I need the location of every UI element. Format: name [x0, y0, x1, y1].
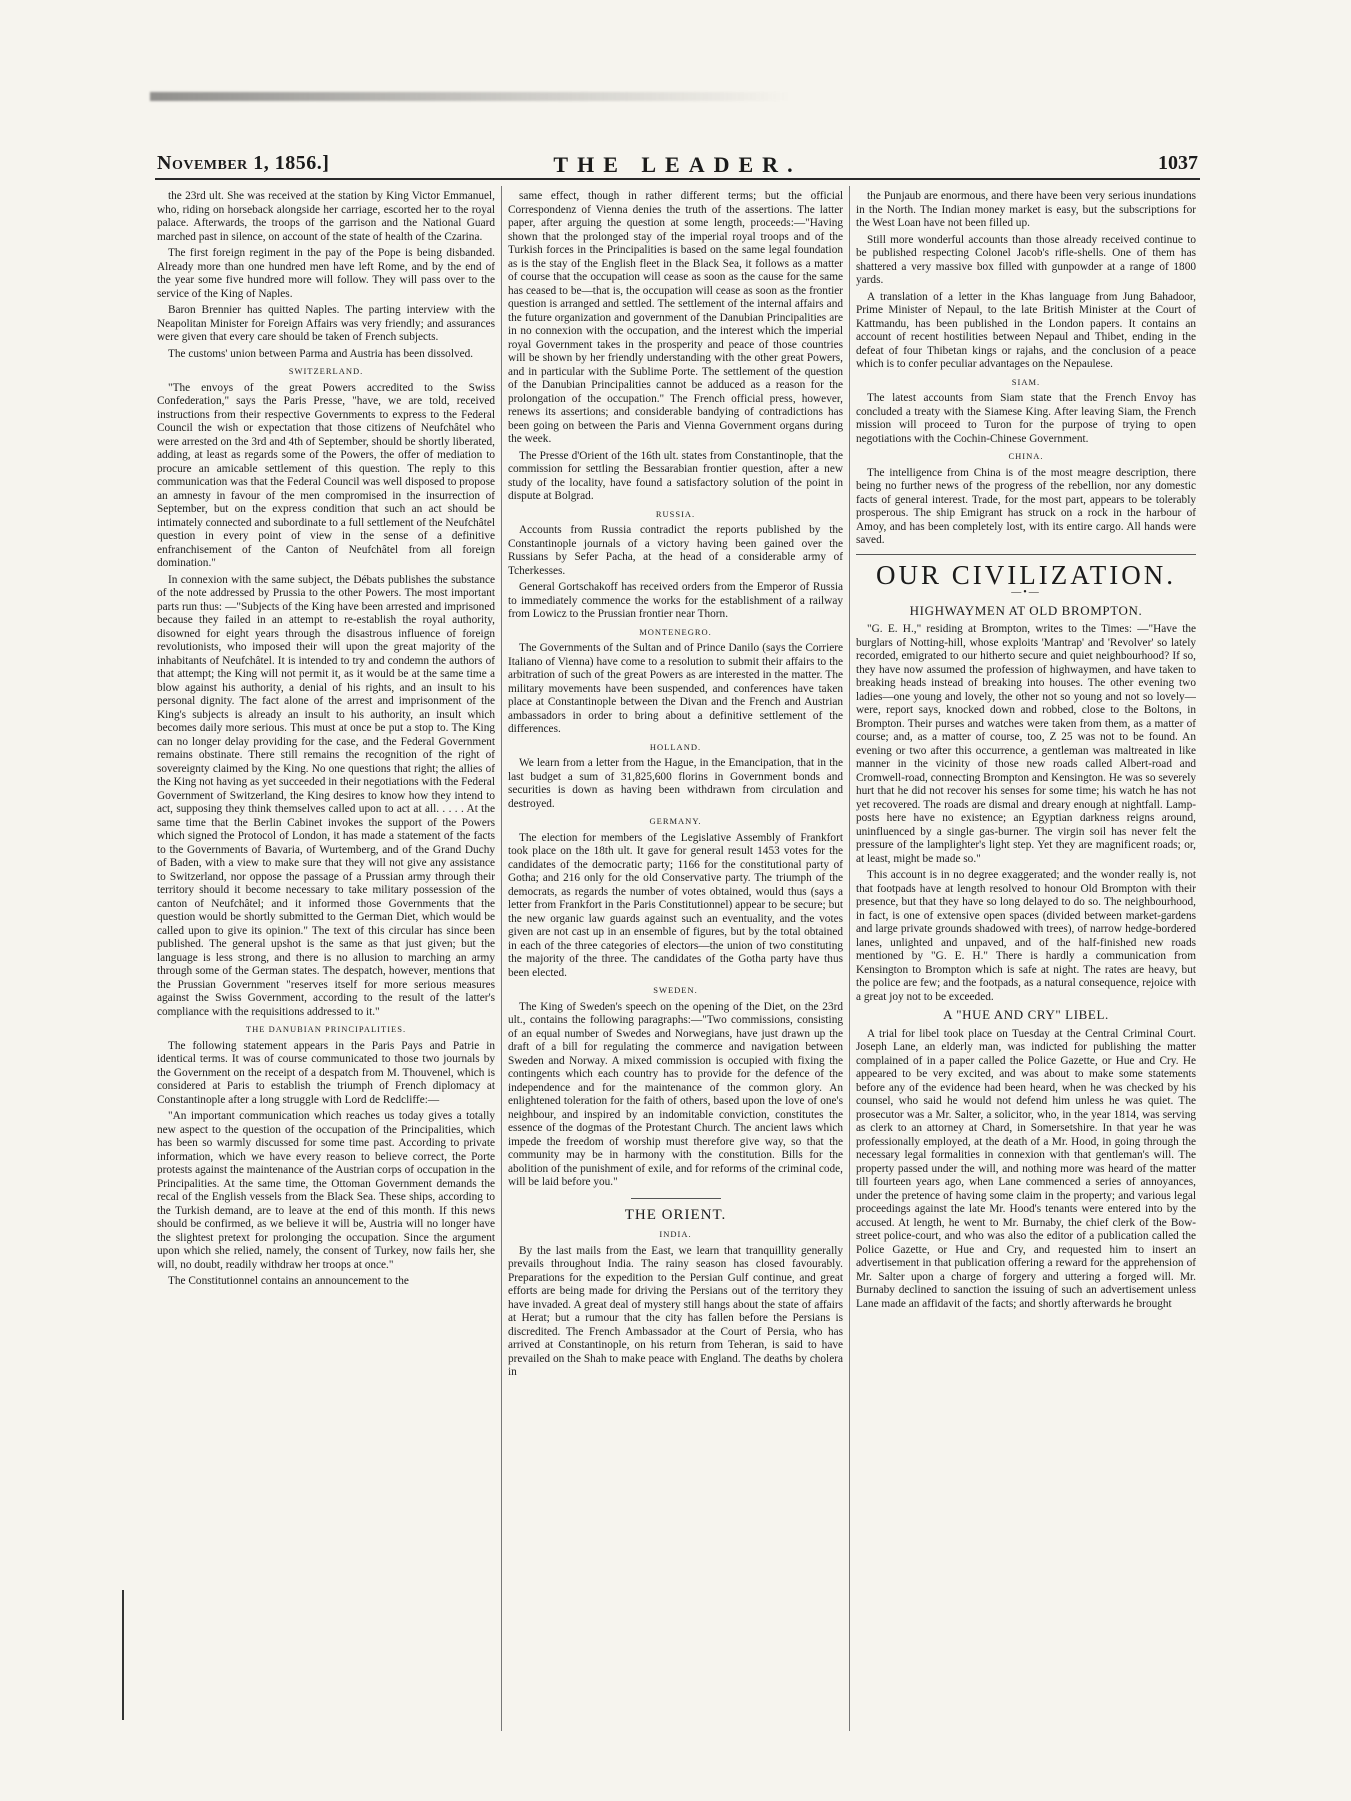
column-divider [849, 186, 850, 1731]
ornament-divider: —•— [1011, 587, 1041, 598]
article-heading-highwaymen: HIGHWAYMEN AT OLD BROMPTON. [909, 602, 1143, 618]
paragraph: The intelligence from China is of the most meagre description, there being no further news of the progress of the rebellion, nor any domestic facts of general interest. Trade, for the most part, appears to be tolerably prosperous. The ship Emigrant has struck on a rock in the harbour of Amoy, and has been completely lost, with its entire cargo. All hands were saved. [856, 466, 1196, 546]
paragraph: Still more wonderful accounts than those already received continue to be published respecting Colonel Jacob's rifle-shells. One of them has shattered a very massive box filled with gunpowder at a range of 1800 yards. [856, 233, 1196, 286]
paragraph: The King of Sweden's speech on the opening of the Diet, on the 23rd ult., contains the following paragraphs:—"Two commissions, consisting of an equal number of Swedes and Norwegians, have just drawn up the draft of a bill for regulating the commerce and navigation between Sweden and Norway. A mixed commission is occupied with fixing the contingents which each country has to provide for the defence of the independence and for the maintenance of the common glory. An enlightened toleration for the faith of others, based upon the love of one's neighbour, and inspired by an indomitable conviction, constitutes the essence of the dogmas of the Protestant Church. The ancient laws which impede the freedom of worship must therefore give way, so that the community may be in harmony with the constitution. Bills for the abolition of the punishment of exile, and for reforms of the criminal code, will be laid before you." [508, 1000, 843, 1188]
section-heading-germany: GERMANY. [649, 816, 702, 826]
scan-streak [150, 92, 790, 101]
paragraph: the 23rd ult. She was received at the station by King Victor Emmanuel, who, riding on horseback alongside her carriage, escorted her to the royal palace. Afterwards, the troops of the garrison and the National Guard marched past in silence, on account of the state of health of the Czarina. [157, 190, 495, 243]
section-heading-civilization: OUR CIVILIZATION. [876, 559, 1176, 590]
paragraph: The first foreign regiment in the pay of the Pope is being disbanded. Already more than one hundred men have left Rome, and by the end of the year some five hundred more will follow. They will pass over to the service of the King of Naples. [157, 247, 495, 300]
paragraph: same effect, though in rather different terms; but the official Correspondenz of Vienna denies the truth of the assertions. The latter paper, after arguing the question at some length, proceeds:—"Having shown that the prolonged stay of the imperial royal troops and of the Turkish forces in the Principalities is based on the same legal foundation as is the stay of the English fleet in the Black Sea, it follows as a matter of course that the occupation will cease as soon as the cause for the same has ceased to be—that is, the occupation will cease as soon as the frontier question is arranged and settled. The settlement of the internal affairs and the future organization and government of the Danubian Principalities are in no connexion with the occupation, and the interest which the imperial royal Government takes in the prosperity and peace of those countries will be shown by her friendly understanding with the other great Powers, and in particular with the Sublime Porte. The settlement of the question of the Danubian Principalities cannot be adduced as a reason for the prolongation of the occupation." The French official press, however, renews its assertions; and considerable bandying of contradictions has been going on between the Paris and Vienna Government organs during the week. [508, 190, 843, 445]
paragraph: the Punjaub are enormous, and there have been very serious inundations in the North. The Indian money market is easy, but the subscriptions for the West Loan have not been filled up. [856, 190, 1196, 229]
paragraph: The election for members of the Legislative Assembly of Frankfort took place on the 18th ult. It gave for general result 1453 votes for the candidates of the democratic party; 1166 for the constitutional party of Gotha; and 216 only for the old Conservative party. The triumph of the democrats, as regards the number of votes obtained, would thus (says a letter from Frankfort in the Paris Constitutionnel) appear to be secure; but the new organic law guards against such an eventuality, and the votes given are not cast up in an ensemble of figures, but by the total obtained in each of the three categories of electors—the union of two constituting the majority of the three. The candidates of the Gotha party have thus been elected. [508, 831, 843, 979]
section-rule [856, 554, 1196, 555]
column-3 [856, 190, 1196, 1750]
paragraph: "An important communication which reaches us today gives a totally new aspect to the question of the occupation of the Principalities, which has been so warmly discussed for some time past. According to private information, which we have every reason to believe correct, the Porte protests against the maintenance of the Austrian corps of occupation in the Principalities. At the same time, the Ottoman Government demands the recal of the English vessels from the Black Sea. These ships, according to the Turkish demand, are to leave at the end of this month. If this news should be confirmed, as we believe it will be, Austria will no longer have the slightest pretext for prolonging the occupation. Since the argument upon which she relied, namely, the consent of Turkey, now fails her, she will, no doubt, readily withdraw her troops at once." [157, 1110, 495, 1271]
section-heading-switzerland: SWITZERLAND. [288, 366, 364, 376]
paragraph: "G. E. H.," residing at Brompton, writes to the Times: —"Have the burglars of Notting-hill, whose exploits 'Mantrap' and 'Revolver' so lately recorded, emigrated to our hitherto secure and quiet neighbourhood? If so, they have now assumed the profession of highwaymen, and have taken to breaking heads instead of breaking into houses. The other evening two ladies—one young and lovely, the other not so young and not so lovely—were, report says, knocked down and robbed, close to the Boltons, in Brompton. Their purses and watches were taken from them, as a matter of course; and, as a matter of course, too, Z 25 was not to be found. An evening or two after this occurrence, a gentleman was maltreated in like manner in the vicinity of those new roads called Albert-road and Cromwell-road, connecting Brompton and Kensington. He was so severely hurt that he did not recover his senses for some time; his watch he has not yet recovered. The roads are dismal and dreary enough at nightfall. Lamp-posts here have no existence; an Egyptian darkness reigns around, uninfluenced by a single gas-burner. The virgin soil has never felt the pressure of the lamplighter's light step. Yet they are magnificent roads; or, at least, might be made so." [856, 623, 1196, 865]
section-heading-danubian: THE DANUBIAN PRINCIPALITIES. [245, 1024, 407, 1034]
newspaper-title: THE LEADER. [553, 152, 802, 177]
issue-date: November 1, 1856.] [157, 152, 330, 174]
article-heading-libel: A "HUE AND CRY" LIBEL. [943, 1007, 1109, 1022]
section-heading-china: CHINA. [1008, 451, 1044, 461]
column-2 [508, 190, 843, 1750]
paragraph: The Constitutionnel contains an announcement to the [168, 1275, 409, 1287]
paragraph: The Presse d'Orient of the 16th ult. states from Constantinople, that the commission for settling the Bessarabian frontier question, after a new study of the locality, have found a satisfactory solution of the point in dispute at Bolgrad. [508, 449, 843, 502]
paragraph: This account is in no degree exaggerated; and the wonder really is, not that footpads have at length resolved to honour Old Brompton with their presence, but that they have so long delayed to do so. The neighbourhood, in fact, is one of extensive open spaces (divided between market-gardens and large private grounds shadowed with trees), of narrow hedge-bordered lanes, unlighted and unpaved, and of the half-finished new roads mentioned by "G. E. H." There is hardly a communication from Kensington to Brompton which is safe at night. The rates are heavy, but the police are few; and the footpads, as a natural consequence, rejoice with a great joy not to be exceeded. [856, 869, 1196, 1003]
paragraph: General Gortschakoff has received orders from the Emperor of Russia to immediately commence the works for the establishment of a railway from Lowicz to the Prussian frontier near Thorn. [508, 581, 843, 620]
page-number: 1037 [1158, 152, 1198, 174]
column-divider [501, 186, 502, 1731]
paragraph: A translation of a letter in the Khas language from Jung Bahadoor, Prime Minister of Nepaul, to the late British Minister at the Court of Kattmandu, has been published in the London papers. It contains an account of recent hostilities between Nepaul and Thibet, ending in the defeat of four Thibetan kings or rajahs, and the conclusion of a peace which is to confer peculiar advantages on the Nepaulese. [856, 290, 1196, 370]
section-heading-india: INDIA. [659, 1229, 692, 1239]
paragraph: The latest accounts from Siam state that the French Envoy has concluded a treaty with the Siamese King. After leaving Siam, the French mission will proceed to Turon for the purpose of trying to open negotiations with the Cochin-Chinese Government. [856, 392, 1196, 445]
paragraph: "The envoys of the great Powers accredited to the Swiss Confederation," says the Paris Presse, "have, we are told, received instructions from their respective Governments to express to the Federal Council the wish or expectation that those citizens of Neufchâtel who were arrested on the 3rd and 4th of September, should be shortly liberated, adding, at least as regards some of the Powers, the offer of mediation to procure an amicable settlement of this question. The reply to this communication was that the Federal Council was well disposed to propose an amnesty in favour of the men compromised in the insurrection of September, but on the express condition that such an act should be intimately connected and subordinate to a full settlement of the Neufchâtel question in every point of view in the sense of a definitive enfranchisement of the Canton of Neufchâtel from all foreign domination." [157, 381, 495, 569]
section-heading-russia: RUSSIA. [655, 508, 696, 519]
page-header [155, 152, 1200, 180]
paragraph: Accounts from Russia contradict the reports published by the Constantinople journals of a victory having been gained over the Russians by Sefer Pacha, at the head of a considerable army of Tcherkesses. [508, 524, 843, 577]
paragraph: By the last mails from the East, we learn that tranquillity generally prevails throughout India. The rainy season has closed favourably. Preparations for the expedition to the Persian Gulf continue, and great efforts are being made for driving the Persians out of the territory they have invaded. A great deal of mystery still hangs about the state of affairs at Herat; but a rumour that the city has fallen before the Persians is discredited. The French Ambassador at the Court of Persia, who has arrived at Constantinople, on his return from Teheran, is said to have prevailed on the Shah to make peace with England. The deaths by cholera in [508, 1244, 843, 1378]
column-1 [157, 190, 495, 1750]
paragraph: A trial for libel took place on Tuesday at the Central Criminal Court. Joseph Lane, an elderly man, was indicted for publishing the matter complained of in a paper called the Police Gazette, or Hue and Cry. He appeared to be very excited, and was about to make some statements before any of the evidence had been heard, when he was checked by his counsel, who said he would not defend him unless he was quiet. The prosecutor was a Mr. Salter, a solicitor, who, in the year 1814, was serving as clerk to an attorney at Chard, in Somersetshire. In that year he was professionally employed, at the death of a Mr. Hood, in going through the necessary legal formalities in connexion with that gentleman's will. The property passed under the will, and nothing more was heard of the matter till fourteen years ago, when Lane commenced a series of annoyances, under the pretence of having some claim in the property; and various legal proceedings against the late Mr. Hood's tenants were entered into by the accused. At length, he went to Mr. Burnaby, the chief clerk of the Bow-street police-court, and who was also the editor of a publication called the Police Gazette, or Hue and Cry, and requested him to insert an advertisement in that publication offering a reward for the apprehension of Mr. Salter upon a charge of forgery and uttering a forged will. Mr. Burnaby declined to sanction the issuing of such an advertisement unless Lane made an affidavit of the facts; and shortly afterwards he brought [856, 1027, 1196, 1310]
section-heading-holland: HOLLAND. [649, 741, 702, 752]
paragraph: The Governments of the Sultan and of Prince Danilo (says the Corriere Italiano of Vienna) have come to a resolution to submit their affairs to the arbitration of such of the great Powers as are interested in the matter. The military movements have been suspended, and conferences have taken place at Constantinople between the Divan and the French and Austrian ambassadors in order to bring about a definitive settlement of the differences. [508, 642, 843, 735]
paragraph: Baron Brennier has quitted Naples. The parting interview with the Neapolitan Minister for Foreign Affairs was very friendly; and assurances were given that every care should be taken of French subjects. [157, 304, 495, 343]
paragraph: We learn from a letter from the Hague, in the Emancipation, that in the last budget a sum of 31,825,600 florins in Government bonds and securities is down as having been withdrawn from circulation and destroyed. [508, 757, 843, 810]
section-heading-sweden: SWEDEN. [653, 985, 698, 995]
paragraph: The following statement appears in the Paris Pays and Patrie in identical terms. It was of course communicated to those two journals by the Government on the receipt of a despatch from M. Thouvenel, which is considered at Paris to establish the triumph of French diplomacy at Constantinople after a long struggle with Lord de Redcliffe:— [157, 1039, 495, 1106]
paragraph: In connexion with the same subject, the Débats publishes the substance of the note addressed by Prussia to the other Powers. The most important parts run thus: —"Subjects of the King have been arrested and imprisoned because they failed in an attempt to re-establish the royal authority, disowned for eight years through the disastrous influence of foreign revolutionists, who imposed their will upon the great majority of the inhabitants of Neufchâtel. It is intended to try and condemn the authors of that attempt; the King will not permit it, as it would be at the same time a blow against his authority, a denial of his rights, and an insult to his personal dignity. The fact alone of the arrest and imprisonment of the King's subjects is already an insult to his authority, an insult which becomes daily more serious. This must at once be put a stop to. The King can no longer delay providing for the case, and the Federal Government remains obstinate. There still remains the recognition of the right of sovereignty claimed by the King. No one questions that right; the allies of the King not having as yet succeeded in their negotiations with the Federal Government of Switzerland, the King desires to know how they intend to act, supposing they think themselves called upon to act at all. . . . . At the same time that the Berlin Cabinet invokes the support of the Powers which signed the Protocol of London, it has made a statement of the facts to the Governments of Bavaria, of Wurtemberg, and of the Grand Duchy of Baden, with a view to make sure that they will not give any assistance to Switzerland, nor oppose the passage of a Prussian army through their territory should it become necessary to take military possession of the canton of Neufchâtel; and it informed those Governments that the question would be shortly submitted to the German Diet, which would be called upon to give its opinion." The text of this circular has since been published. The general upshot is the same as that just given; but the language is less strong, and there is no allusion to marching an army through some of the German states. The despatch, however, mentions that the Prussian Government "reserves itself for more serious measures against the Swiss Government, according to the result of the latter's compliance with the requisitions addressed to it." [157, 573, 495, 1018]
section-heading-montenegro: MONTENEGRO. [639, 626, 712, 637]
section-heading-siam: SIAM. [1011, 376, 1041, 387]
scan-mark [122, 1590, 124, 1720]
paragraph: The customs' union between Parma and Austria has been dissolved. [168, 347, 474, 360]
section-rule [631, 1198, 721, 1199]
section-heading-orient: THE ORIENT. [624, 1206, 727, 1223]
